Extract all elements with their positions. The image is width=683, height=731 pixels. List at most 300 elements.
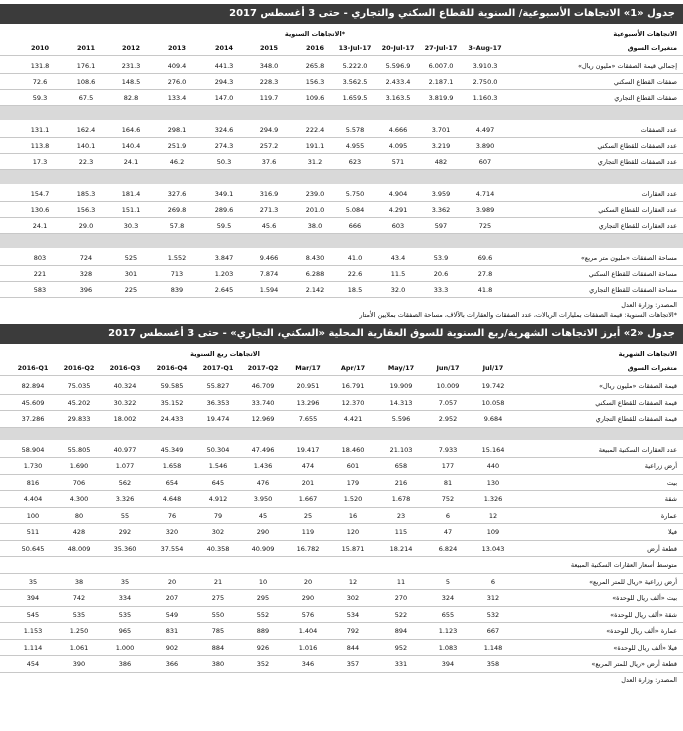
monthly-value: 7.057 [438,398,458,407]
quarterly-value: 511 [26,528,40,536]
quarterly-value: 38 [74,577,84,586]
monthly-value: 19.742 [481,382,505,390]
table2-source: المصدر: وزارة العدل [621,675,677,684]
weekly-value: 3.819.9 [428,94,454,102]
monthly-value: 21.103 [389,445,413,454]
weekly-value: 3.701 [431,126,451,134]
weekly-value: 4.955 [345,142,365,150]
weekly-value: 20.6 [433,270,449,278]
weekly-value: 3.163.5 [385,94,411,102]
quarterly-value: 3.950 [253,495,273,503]
monthly-trends-label: الاتجاهات الشهرية [618,350,677,358]
month-header: May/17 [387,364,415,372]
weekly-value: 1.659.5 [342,94,368,102]
monthly-value: 12 [348,577,358,586]
quarterly-value: 535 [72,610,86,619]
annual-value: 409.4 [167,62,187,70]
weekly-value: 597 [434,222,448,230]
monthly-value: 23 [396,511,406,520]
quarterly-value: 645 [211,478,225,487]
monthly-value: 18.214 [389,544,413,553]
month-header: Mar/17 [295,364,321,372]
quarterly-value: 80 [74,511,84,520]
table2-row [0,395,683,412]
annual-value: 156.3 [305,78,325,86]
monthly-value: 522 [394,610,408,619]
annual-value: 1.203 [214,270,234,278]
table1-row [0,122,683,138]
quarterly-value: 55.827 [206,382,230,390]
annual-value: 31.2 [307,158,323,166]
annual-value: 24.1 [32,222,48,230]
weekly-value: 69.6 [477,254,493,262]
week-header: 27-Jul-17 [424,44,458,52]
annual-trends-label: الاتجاهات السنوية* [284,30,346,38]
year-header: 2016 [305,44,325,52]
annual-value: 301 [124,270,138,278]
weekly-value: 41.0 [347,254,363,262]
quarterly-value: 12.969 [251,415,275,423]
annual-value: 257.2 [259,142,279,150]
weekly-value: 5.596.9 [385,62,411,70]
quarterly-value: 30.322 [113,398,137,407]
quarterly-value: 76 [167,511,177,520]
monthly-value: 312 [486,594,500,602]
annual-value: 221 [33,270,47,278]
table2-row [0,378,683,395]
weekly-value: 4.291 [388,206,408,214]
monthly-value: 120 [346,528,360,536]
monthly-value: 2.952 [438,415,458,423]
monthly-value: 130 [486,478,500,487]
month-header: Jul/17 [482,364,504,372]
annual-value: 274.3 [214,142,234,150]
monthly-value: 7.933 [438,445,458,454]
monthly-value: 1.667 [298,495,318,503]
quarterly-value: 545 [26,610,40,619]
annual-value: 131.1 [30,126,50,134]
quarterly-value: 390 [72,660,86,668]
annual-value: 131.8 [30,62,50,70]
monthly-value: 201 [301,478,315,487]
weekly-value: 3.562.5 [342,78,368,86]
annual-value: 583 [33,286,47,294]
quarterly-value: 207 [165,594,179,602]
row-label: عمارة [660,511,677,520]
annual-value: 119.7 [259,94,279,102]
quarterly-value: 1.730 [23,462,43,470]
quarterly-value: 386 [118,660,132,668]
monthly-value: 119 [301,528,315,536]
quarterly-value: 36.353 [206,398,230,407]
quarter-header: 2016-Q1 [17,364,49,372]
monthly-value: 9.684 [483,415,503,423]
quarterly-value: 79 [213,511,223,520]
row-label: عدد الصفقات للقطاع السكني [597,142,677,150]
quarter-header: 2016-Q3 [109,364,141,372]
monthly-value: 81 [443,478,453,487]
table2-row [0,607,683,624]
quarterly-value: 902 [165,643,179,652]
annual-value: 271.3 [259,206,279,214]
monthly-value: 13.296 [296,398,320,407]
monthly-value: 6.824 [438,544,458,553]
weekly-value: 3.959 [431,190,451,198]
monthly-value: 358 [486,660,500,668]
row-label: عدد العقارات للقطاع التجاري [598,222,677,230]
monthly-value: 1.520 [343,495,363,503]
annual-value: 17.3 [32,158,48,166]
quarterly-value: 550 [211,610,225,619]
monthly-value: 1.083 [438,643,458,652]
table1-row [0,74,683,90]
quarterly-value: 295 [256,594,270,602]
annual-value: 231.3 [121,62,141,70]
table2-row [0,574,683,591]
quarterly-value: 1.436 [253,462,273,470]
month-header: Apr/17 [340,364,366,372]
monthly-value: 302 [346,594,360,602]
quarterly-value: 4.648 [162,495,182,503]
weekly-value: 11.5 [390,270,406,278]
year-header: 2013 [167,44,187,52]
annual-value: 9.466 [259,254,279,262]
table1-row [0,218,683,234]
group-separator [0,428,683,440]
week-header: 3-Aug-17 [468,44,502,52]
week-header: 13-Jul-17 [338,44,372,52]
monthly-value: 16.782 [296,544,320,553]
weekly-value: 5.084 [345,206,365,214]
annual-value: 151.1 [121,206,141,214]
quarterly-value: 35 [28,577,38,586]
monthly-value: 894 [394,627,408,635]
row-label: عدد العقارات [641,190,677,198]
table2-row [0,640,683,657]
annual-value: 327.6 [167,190,187,198]
monthly-value: 440 [486,462,500,470]
monthly-value: 6 [490,577,496,586]
month-header: Jun/17 [436,364,460,372]
annual-value: 59.3 [32,94,48,102]
quarterly-value [57,557,101,573]
annual-value: 201.0 [305,206,325,214]
quarterly-value: 1.000 [115,643,135,652]
annual-value: 7.874 [259,270,279,278]
quarterly-value: 55 [120,511,130,520]
annual-value: 1.594 [259,286,279,294]
monthly-value: 576 [301,610,315,619]
table2-row [0,442,683,459]
monthly-value: 7.655 [298,415,318,423]
quarterly-value: 549 [165,610,179,619]
quarterly-value: 275 [211,594,225,602]
annual-value: 22.3 [78,158,94,166]
annual-value: 2.142 [305,286,325,294]
quarterly-value: 884 [211,643,225,652]
weekly-value: 2.433.4 [385,78,411,86]
table1-header-row-2 [0,40,683,56]
weekly-value: 725 [478,222,492,230]
annual-value: 191.1 [305,142,325,150]
annual-value: 298.1 [167,126,187,134]
quarterly-value: 45.609 [21,398,45,407]
annual-value: 130.6 [30,206,50,214]
quarterly-value: 45.349 [160,445,184,454]
quarterly-value: 82.894 [21,382,45,390]
monthly-value: 357 [346,660,360,668]
market-variables-label: متغيرات السوق [627,364,677,372]
monthly-value: 13.043 [481,544,505,553]
monthly-value: 18.460 [341,445,365,454]
quarterly-value: 4.300 [69,495,89,503]
annual-value: 316.9 [259,190,279,198]
monthly-value: 16.791 [341,382,365,390]
weekly-value: 3.890 [475,142,495,150]
quarterly-value: 302 [211,528,225,536]
monthly-value: 1.148 [483,643,503,652]
row-label: قيمة الصفقات للقطاع التجاري [595,415,677,423]
quarterly-value: 45.202 [67,398,91,407]
market-variables-label: متغيرات السوق [627,44,677,52]
table1-row [0,154,683,170]
table2-row [0,491,683,508]
annual-value: 328 [79,270,93,278]
weekly-value: 6.007.0 [428,62,454,70]
weekly-value: 4.095 [388,142,408,150]
monthly-value: 5 [445,577,451,586]
weekly-value: 53.9 [433,254,449,262]
table2-row [0,475,683,492]
table1-row [0,90,683,106]
row-label: قطعة أرض [647,544,677,553]
weekly-value: 4.904 [388,190,408,198]
weekly-value: 41.8 [477,286,493,294]
quarterly-value: 742 [72,594,86,602]
monthly-value: 270 [394,594,408,602]
weekly-value: 5.578 [345,126,365,134]
quarterly-value: 35.152 [160,398,184,407]
quarterly-value: 785 [211,627,225,635]
table1-title: جدول «1» الاتجاهات الأسبوعية/ السنوية للقطاع السكني والتجاري - حتى 3 أغسطس 2017 [0,4,683,24]
row-label: فيلا [668,528,677,536]
annual-value: 265.8 [305,62,325,70]
row-label: بيت «ألف ريال للوحدة» [612,594,677,602]
monthly-value [286,557,330,573]
weekly-value: 3.362 [431,206,451,214]
monthly-value: 331 [394,660,408,668]
row-label: عدد الصفقات للقطاع التجاري [597,158,677,166]
year-header: 2011 [76,44,96,52]
monthly-value: 324 [441,594,455,602]
quarterly-value: 831 [165,627,179,635]
row-label: مساحة الصفقات للقطاع التجاري [589,286,677,294]
quarterly-value: 1.077 [115,462,135,470]
row-label: مساحة الصفقات «مليون متر مربع» [580,254,677,262]
monthly-value: 10.009 [436,382,460,390]
weekly-value: 4.666 [388,126,408,134]
monthly-value: 19.909 [389,382,413,390]
quarterly-value: 552 [256,610,270,619]
annual-value: 294.3 [214,78,234,86]
quarterly-value: 50.645 [21,544,45,553]
monthly-value: 216 [394,478,408,487]
annual-value: 724 [79,254,93,262]
annual-value: 713 [170,270,184,278]
weekly-value: 32.0 [390,286,406,294]
quarterly-value: 292 [118,528,132,536]
quarterly-value: 562 [118,478,132,487]
annual-value: 57.8 [169,222,185,230]
annual-value: 294.9 [259,126,279,134]
quarterly-value: 1.546 [208,462,228,470]
quarterly-value: 3.326 [115,495,135,503]
row-label: صفقات القطاع السكني [613,78,677,86]
row-label: عدد العقارات السكنية المبيعة [598,445,677,454]
quarterly-value [11,557,55,573]
quarterly-value: 40.324 [113,382,137,390]
annual-value: 276.0 [167,78,187,86]
annual-value: 3.847 [214,254,234,262]
year-header: 2015 [259,44,279,52]
quarterly-value: 59.585 [160,382,184,390]
table2-title: جدول «2» أبرز الاتجاهات الشهرية/ربع السنوية للسوق العقارية المحلية «السكني، التجاري» - حتى 3 أغسطس 2017 [0,324,683,344]
weekly-value: 3.910.3 [472,62,498,70]
weekly-value: 3.219 [431,142,451,150]
monthly-value: 1.123 [438,627,458,635]
annual-value: 24.1 [123,158,139,166]
weekly-value: 4.714 [475,190,495,198]
quarterly-value: 476 [256,478,270,487]
annual-value: 37.6 [261,158,277,166]
year-header: 2012 [121,44,141,52]
weekly-value: 22.6 [347,270,363,278]
monthly-value: 1.326 [483,495,503,503]
monthly-value: 532 [486,610,500,619]
annual-value: 72.6 [32,78,48,86]
quarterly-value: 45 [258,511,268,520]
quarterly-value: 75.035 [67,382,91,390]
table1-row [0,202,683,218]
annual-value: 289.6 [214,206,234,214]
annual-value: 50.3 [216,158,232,166]
weekly-value: 4.497 [475,126,495,134]
quarterly-value [103,557,147,573]
quarter-header: 2016-Q4 [156,364,188,372]
monthly-value: 19.417 [296,445,320,454]
table1-row [0,250,683,266]
quarterly-value: 1.114 [23,643,43,652]
annual-value: 803 [33,254,47,262]
row-label: قيمة الصفقات «مليون ريال» [599,382,677,390]
quarterly-value: 37.554 [160,544,184,553]
quarterly-value: 320 [165,528,179,536]
weekly-value: 482 [434,158,448,166]
monthly-value: 10.058 [481,398,505,407]
monthly-value: 115 [394,528,408,536]
annual-value: 181.4 [121,190,141,198]
monthly-value: 658 [394,462,408,470]
weekly-value: 607 [478,158,492,166]
monthly-value: 1.678 [391,495,411,503]
annual-value: 324.6 [214,126,234,134]
annual-value: 228.3 [259,78,279,86]
annual-value: 349.1 [214,190,234,198]
row-label: عدد العقارات للقطاع السكني [598,206,677,214]
annual-value: 225 [124,286,138,294]
group-separator [0,234,683,248]
row-label: شقة «ألف ريال للوحدة» [610,610,677,619]
row-label: أرض زراعية [644,462,677,470]
annual-value: 133.4 [167,94,187,102]
quarterly-value: 100 [26,511,40,520]
row-label: متوسط أسعار العقارات السكنية المبيعة [570,561,677,569]
weekly-value: 5.750 [345,190,365,198]
table2-row [0,411,683,428]
quarterly-value: 40.977 [113,445,137,454]
weekly-value: 18.5 [347,286,363,294]
monthly-value [379,557,423,573]
weekly-value: 2.750.0 [472,78,498,86]
weekly-value: 603 [391,222,405,230]
quarterly-value: 35 [120,577,130,586]
quarterly-value: 454 [26,660,40,668]
annual-value: 525 [124,254,138,262]
row-label: فيلا «ألف ريال للوحدة» [613,643,677,652]
annual-value: 147.0 [214,94,234,102]
annual-value: 239.0 [305,190,325,198]
annual-value: 148.5 [121,78,141,86]
weekly-value: 43.4 [390,254,406,262]
table1-row [0,266,683,282]
monthly-value: 1.016 [298,643,318,652]
table1-row [0,282,683,298]
row-label: عدد الصفقات [640,126,677,134]
monthly-value: 844 [346,643,360,652]
quarterly-value: 40.909 [251,544,275,553]
annual-value: 45.6 [261,222,277,230]
quarterly-value: 35.360 [113,544,137,553]
quarter-header: 2017-Q2 [247,364,279,372]
table2-header-row-2 [0,360,683,376]
quarterly-value: 334 [118,594,132,602]
quarterly-value: 19.474 [206,415,230,423]
quarterly-value: 37.286 [21,415,45,423]
monthly-value: 601 [346,462,360,470]
monthly-value: 792 [346,627,360,635]
annual-value: 29.0 [78,222,94,230]
table2-row [0,458,683,475]
monthly-value: 109 [486,528,500,536]
row-label: قيمة الصفقات للقطاع السكني [595,398,677,407]
table1-row [0,186,683,202]
quarterly-value: 889 [256,627,270,635]
quarterly-value: 33.740 [251,398,275,407]
quarterly-value: 24.433 [160,415,184,423]
monthly-value: 12.370 [341,398,365,407]
annual-value: 38.0 [307,222,323,230]
weekly-value: 2.187.1 [428,78,454,86]
quarterly-value: 21 [213,577,223,586]
weekly-trends-label: الاتجاهات الأسبوعية [613,30,677,38]
monthly-value: 15.871 [341,544,365,553]
quarterly-value: 1.658 [162,462,182,470]
monthly-value: 177 [441,462,455,470]
annual-value: 67.5 [78,94,94,102]
table1-row [0,138,683,154]
quarterly-value: 10 [258,577,268,586]
table2-row [0,557,683,574]
